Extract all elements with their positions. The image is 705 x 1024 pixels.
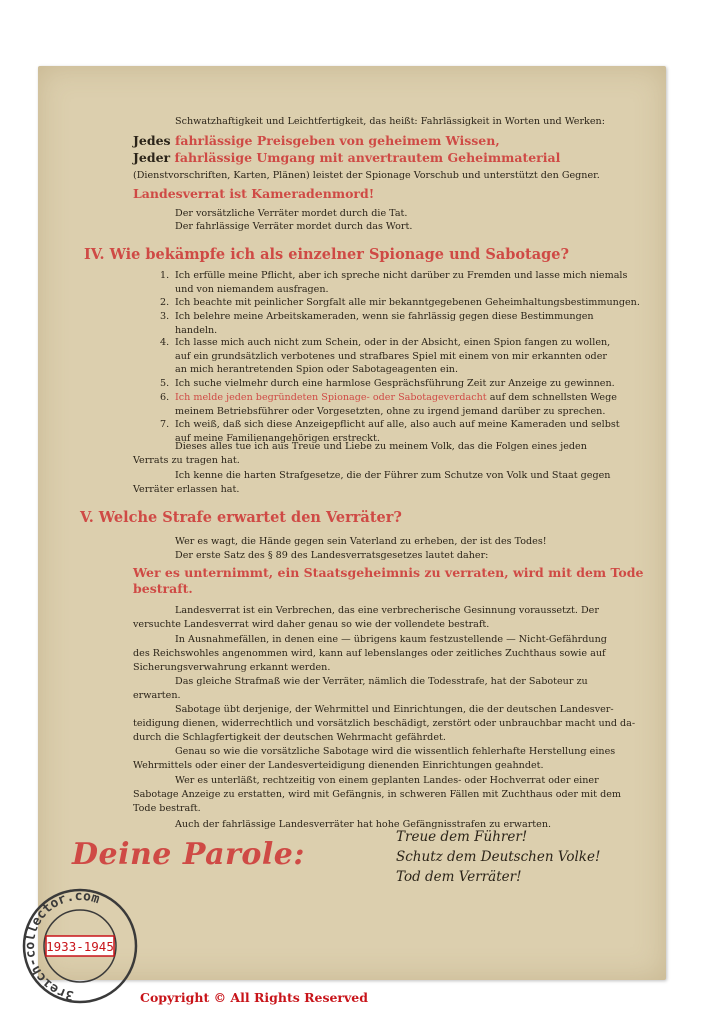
list-item-line: Ich weiß, daß sich diese Anzeigepflicht auf alle, also auch auf meine Kameraden und selbst (175, 419, 620, 430)
jedes-red: fahrlässige Preisgeben von geheimem Wissen, (174, 133, 500, 148)
body-line: Landesverrat ist ein Verbrechen, das eine verbrecherische Gesinnung voraussetzt. Der (175, 605, 599, 616)
slogan-2: Schutz dem Deutschen Volke! (396, 849, 601, 865)
stamp-years: 1933-1945 (46, 939, 114, 954)
body-line: durch die Schlagfertigkeit der deutschen Wehrmacht gefährdet. (133, 732, 446, 743)
quote-line-2: bestraft. (133, 581, 193, 596)
slogan-1: Treue dem Führer! (396, 829, 528, 845)
section-5-p1b: Der erste Satz des § 89 des Landesverratsgesetzes lautet daher: (175, 550, 489, 561)
body-line: teidigung dienen, widerrechtlich und vorsätzlich beschädigt, zerstört oder unbrauchbar macht und da- (133, 718, 636, 729)
section-5-p1a: Wer es wagt, die Hände gegen sein Vaterland zu erheben, der ist des Todes! (175, 536, 547, 547)
list-item-line: Ich lasse mich auch nicht zum Schein, oder in der Absicht, einen Spion fangen zu wollen, (175, 337, 611, 348)
body-line: des Reichswohles angenommen wird, kann auf lebenslanges oder zeitliches Zuchthaus sowie auf (133, 648, 606, 659)
jeder-prefix: Jeder (133, 150, 171, 165)
intro-line-4: (Dienstvorschriften, Karten, Plänen) leistet der Spionage Vorschub und unterstützt den Gegner. (133, 170, 600, 181)
closing-1a: Dieses alles tue ich aus Treue und Liebe zu meinem Volk, das die Folgen eines jeden (175, 441, 587, 452)
list-item-line: handeln. (175, 324, 218, 336)
list-item-line: Ich beachte mit peinlicher Sorgfalt alle mir bekanntgegebenen Geheimhaltungsbestimmungen. (175, 297, 640, 308)
body-line: Sicherungsverwahrung erkannt werden. (133, 662, 331, 673)
fahrlaessig-line: Der fahrlässige Verräter mordet durch das Wort. (175, 221, 413, 232)
parole-title: Deine Parole: (72, 837, 305, 872)
jedes-prefix: Jedes (133, 133, 171, 148)
body-line: In Ausnahmefällen, in denen eine — übrigens kaum festzustellende — Nicht-Gefährdung (175, 634, 607, 645)
body-line: versuchte Landesverrat wird daher genau so wie der vollendete bestraft. (133, 619, 490, 630)
list-item-red-text: Ich melde jeden begründeten Spionage- oder Sabotageverdacht (175, 392, 487, 403)
body-line: Sabotage übt derjenige, der Wehrmittel und Einrichtungen, die der deutschen Landesver- (175, 704, 614, 715)
slogan-3: Tod dem Verräter! (396, 869, 522, 885)
body-line: Auch der fahrlässige Landesverräter hat hohe Gefängnisstrafen zu erwarten. (175, 819, 552, 830)
body-line: Wer es unterläßt, rechtzeitig von einem geplanten Landes- oder Hochverrat oder einer (175, 775, 599, 786)
jeder-line (133, 150, 560, 165)
body-line: Tode bestraft. (133, 803, 201, 814)
list-item-line: auf ein grundsätzlich verbotenes und strafbares Spiel mit einem von mir erkannten oder (175, 350, 607, 362)
section-5-heading: V. Welche Strafe erwartet den Verräter? (80, 509, 402, 526)
closing-2b: Verräter erlassen hat. (133, 484, 240, 495)
stamp-ring-text: 3reich-collector.com (22, 888, 102, 1003)
list-item-line: an mich herantretenden Spion oder Sabotageagenten ein. (175, 364, 459, 376)
jeder-red: fahrlässige Umgang mit anvertrautem Geheimmaterial (174, 150, 561, 165)
closing-2a: Ich kenne die harten Strafgesetze, die der Führer zum Schutze von Volk und Staat gegen (175, 470, 611, 481)
list-item-number: 5. (160, 378, 170, 389)
list-item-line: auf meine Familienangehörigen erstreckt. (175, 432, 380, 444)
list-item-line (175, 392, 617, 404)
list-item-line: meinem Betriebsführer oder Vorgesetzten, ohne zu irgend jemand darüber zu sprechen. (175, 405, 606, 417)
list-item-line: Ich belehre meine Arbeitskameraden, wenn sie fahrlässig gegen diese Bestimmungen (175, 311, 594, 322)
collector-stamp-logo (10, 880, 150, 1010)
list-item-number: 3. (160, 311, 170, 322)
body-line: Wehrmittels oder einer der Landesverteidigung dienenden Einrichtungen geahndet. (133, 760, 544, 771)
section-4-heading: IV. Wie bekämpfe ich als einzelner Spionage und Sabotage? (84, 246, 569, 263)
list-item-number: 1. (160, 270, 170, 281)
landesverrat-line: Landesverrat ist Kameradenmord! (133, 186, 375, 201)
closing-1b: Verrats zu tragen hat. (133, 455, 240, 466)
vorsaetzlich-line: Der vorsätzliche Verräter mordet durch die Tat. (175, 208, 408, 219)
list-item-line: Ich erfülle meine Pflicht, aber ich spreche nicht darüber zu Fremden und lasse mich niemals (175, 270, 628, 281)
intro-line: Schwatzhaftigkeit und Leichtfertigkeit, das heißt: Fahrlässigkeit in Worten und Werken: (175, 116, 605, 127)
body-line: Sabotage Anzeige zu erstatten, wird mit Gefängnis, in schweren Fällen mit Zuchthaus oder mit dem (133, 789, 621, 800)
list-item-number: 7. (160, 419, 170, 430)
body-line: Das gleiche Strafmaß wie der Verräter, nämlich die Todesstrafe, hat der Saboteur zu (175, 676, 588, 687)
list-item-line: und von niemandem ausfragen. (175, 283, 329, 295)
list-item-text: auf dem schnellsten Wege (489, 392, 617, 403)
list-item-number: 6. (160, 392, 170, 403)
body-line: Genau so wie die vorsätzliche Sabotage wird die wissentlich fehlerhafte Herstellung eines (175, 746, 616, 757)
copyright-notice: Copyright © All Rights Reserved (140, 990, 368, 1005)
quote-line-1: Wer es unternimmt, ein Staatsgeheimnis zu verraten, wird mit dem Tode (133, 565, 644, 580)
list-item-number: 2. (160, 297, 170, 308)
list-item-number: 4. (160, 337, 170, 348)
list-item-line: Ich suche vielmehr durch eine harmlose Gesprächsführung Zeit zur Anzeige zu gewinnen. (175, 378, 615, 389)
jedes-line (133, 133, 500, 148)
body-line: erwarten. (133, 690, 181, 701)
